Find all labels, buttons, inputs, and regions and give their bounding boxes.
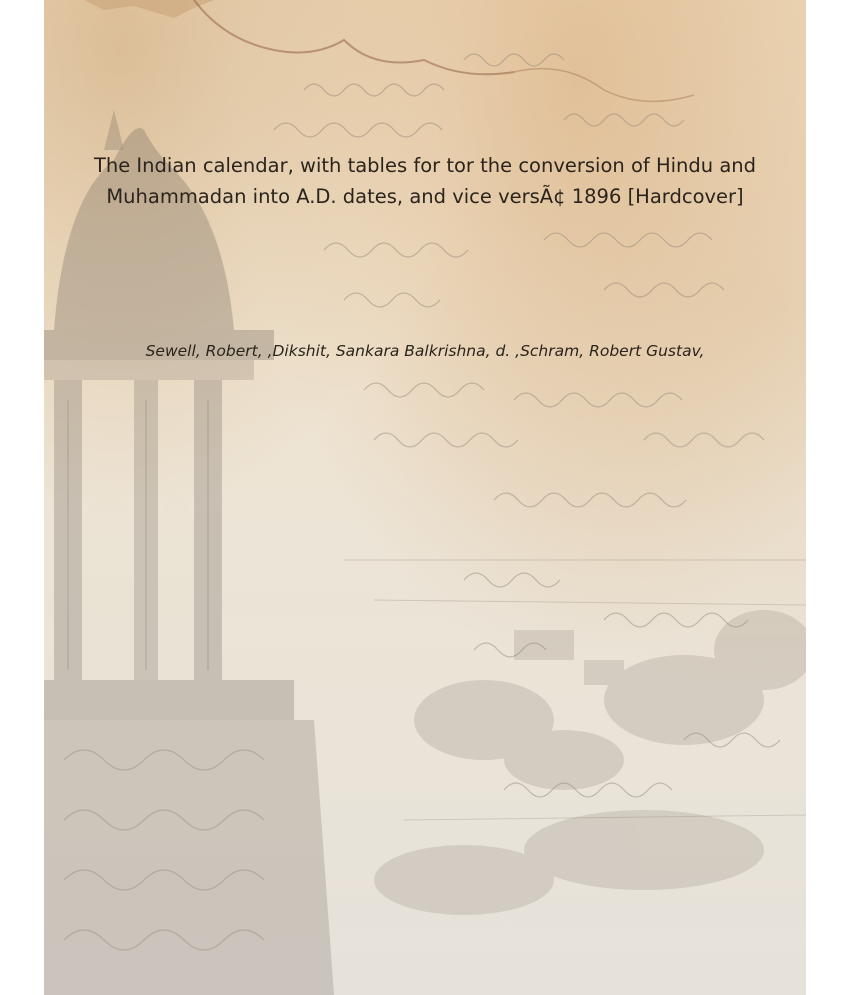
temple-sketch <box>44 110 334 995</box>
torn-edge-mark <box>84 0 214 18</box>
book-title: The Indian calendar, with tables for tor the conversion of Hindu and Muhammadan into A.D. dates, and vice versÃ¢ 1896 [Hardcover] <box>93 154 757 208</box>
book-cover <box>44 0 806 995</box>
crack-line <box>194 0 514 74</box>
book-author: Sewell, Robert, ,Dikshit, Sankara Balkrishna, d. ,Schram, Robert Gustav, <box>145 342 705 360</box>
landscape-sketch <box>374 610 806 915</box>
